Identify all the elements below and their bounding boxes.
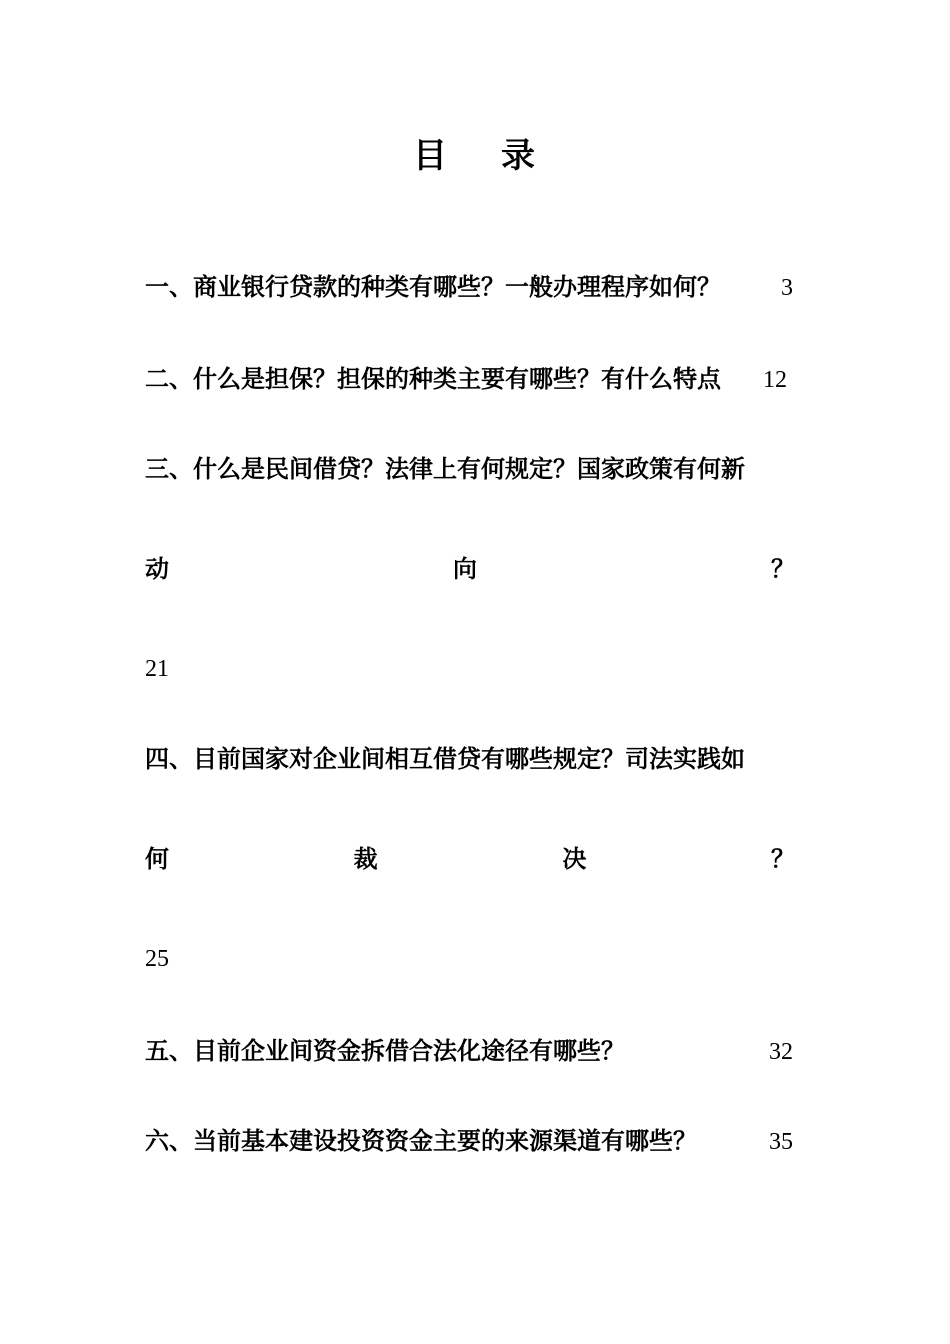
toc-entry-page: 3 [781, 275, 793, 301]
toc-entry-4[interactable] [145, 744, 805, 774]
toc-entry-cont-word: 向 [453, 554, 477, 583]
toc-entry-page: 32 [769, 1039, 793, 1065]
toc-entry-3-continuation [145, 554, 795, 584]
toc-title-char-1: 目 [413, 136, 449, 176]
toc-entry-6[interactable] [145, 1126, 805, 1157]
toc-entry-1[interactable] [145, 272, 805, 303]
toc-entry-cont-word: 裁 [353, 844, 378, 873]
toc-entry-cont-word: 决 [562, 844, 587, 873]
toc-entry-page: 35 [769, 1129, 793, 1155]
toc-title [0, 128, 950, 177]
toc-entry-text: 三、什么是民间借贷？法律上有何规定？国家政策有何新 [145, 454, 745, 483]
toc-entry-text: 四、目前国家对企业间相互借贷有哪些规定？司法实践如 [145, 744, 745, 773]
toc-entry-page: 12 [763, 367, 787, 393]
toc-entry-text: 二、什么是担保？担保的种类主要有哪些？有什么特点 [145, 364, 721, 393]
toc-title-char-2: 录 [501, 136, 537, 176]
toc-entry-3-page: 21 [145, 656, 169, 682]
toc-entry-2[interactable] [145, 364, 805, 395]
toc-entry-text: 五、目前企业间资金拆借合法化途径有哪些？ [145, 1036, 625, 1065]
toc-entry-3[interactable] [145, 454, 805, 484]
toc-entry-5[interactable] [145, 1036, 805, 1067]
toc-entry-cont-word: 动 [145, 554, 169, 583]
toc-entry-4-continuation [145, 844, 795, 874]
toc-entry-text: 六、当前基本建设投资资金主要的来源渠道有哪些？ [145, 1126, 697, 1155]
toc-entry-text: 一、商业银行贷款的种类有哪些？一般办理程序如何？ [145, 272, 721, 301]
toc-entry-4-page: 25 [145, 946, 169, 972]
toc-entry-cont-word: ？ [770, 844, 795, 873]
toc-entry-cont-word: ？ [771, 554, 795, 583]
toc-entry-cont-word: 何 [145, 844, 169, 873]
